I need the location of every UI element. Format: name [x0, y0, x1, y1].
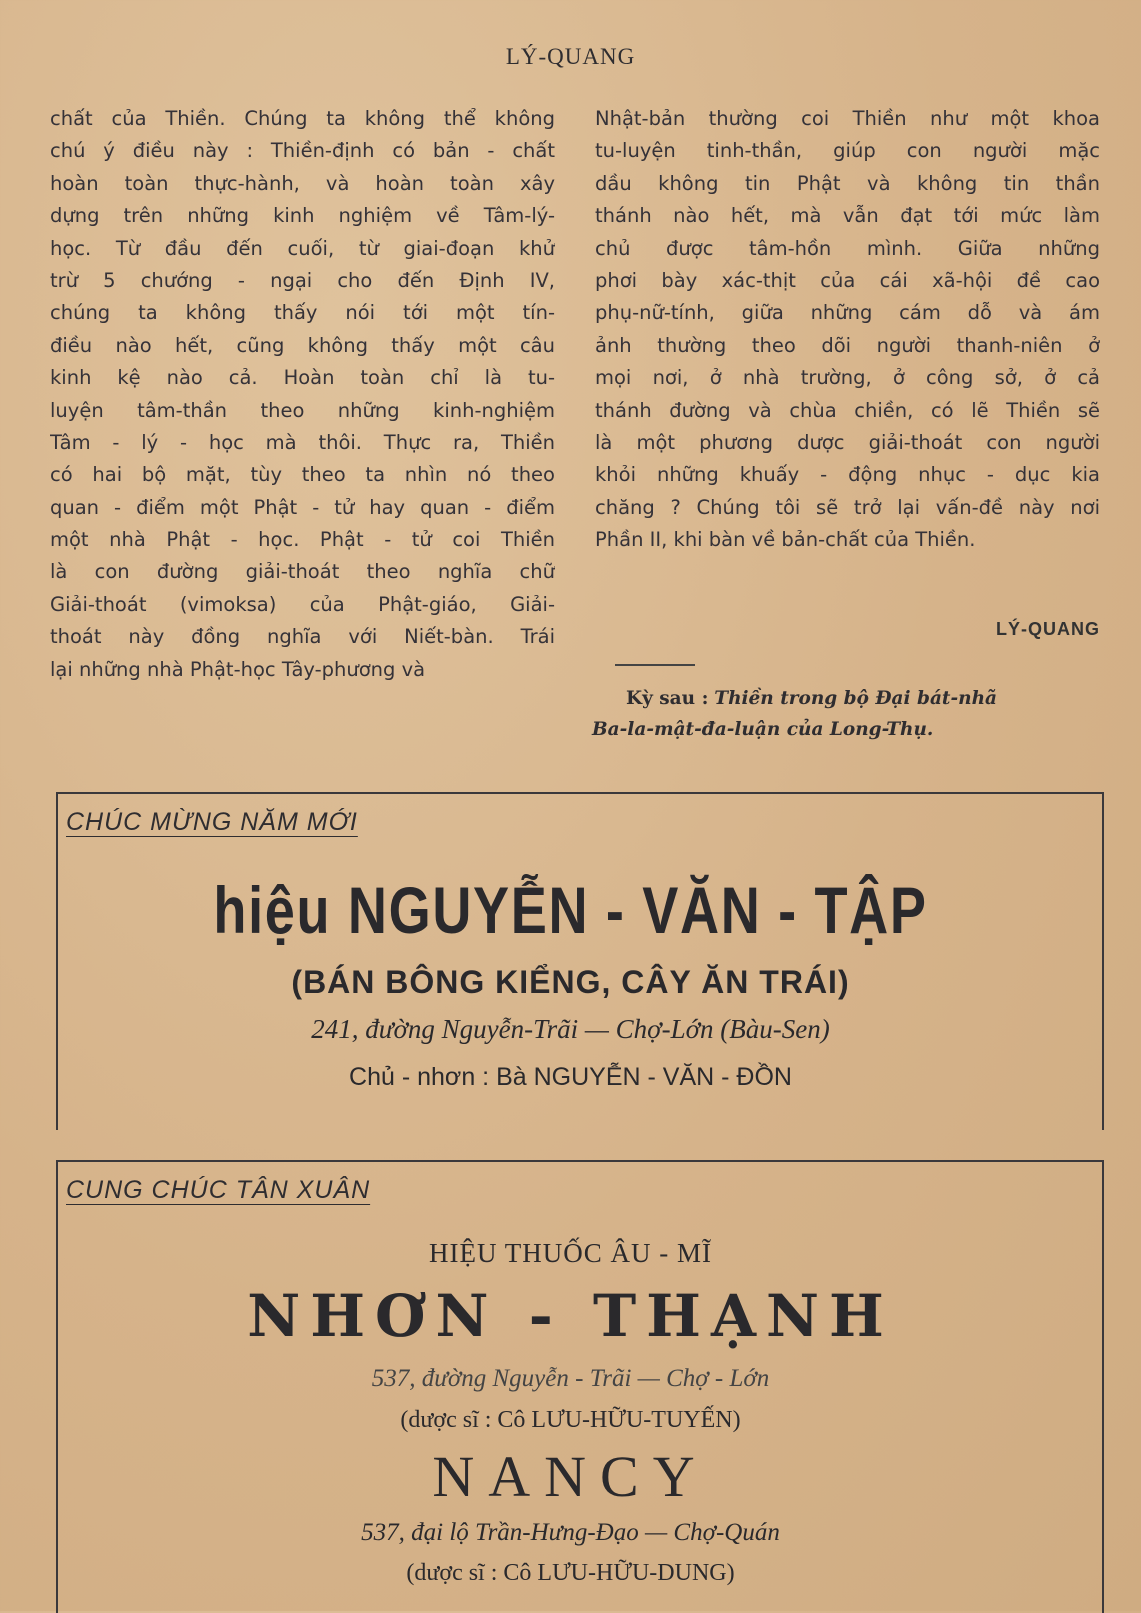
divider-rule — [615, 664, 695, 666]
ad2-shop-name: NHƠN - THẠNH — [247, 1282, 894, 1350]
ad2-greeting: CUNG CHÚC TÂN XUÂN — [66, 1176, 371, 1204]
author-signature: LÝ-QUANG — [996, 619, 1100, 639]
text-line: ảnh thường theo dõi người thanh-niên ở — [595, 333, 1100, 357]
text-line: Tâm - lý - học mà thôi. Thực ra, Thiền — [50, 430, 555, 454]
text-line: chúng ta không thấy nói tới một tín- — [50, 301, 555, 325]
text-line: lại những nhà Phật-học Tây-phương và — [50, 657, 426, 681]
ad2-address: 537, đường Nguyễn - Trãi — Chợ - Lớn — [371, 1365, 770, 1392]
next-issue-label: Kỳ sau : — [626, 688, 709, 709]
text-line: Giải-thoát (vimoksa) của Phật-giáo, Giải- — [50, 592, 555, 616]
running-head: LÝ-QUANG — [505, 44, 636, 69]
text-line: chú ý điều này : Thiền-định có bản - chất — [50, 139, 555, 163]
article-column-right — [595, 103, 1100, 556]
text-line: dầu không tin Phật và không tin thần — [595, 171, 1100, 195]
text-line: điều nào hết, cũng không thấy một câu — [50, 333, 555, 357]
text-line: Phần II, khi bàn về bản-chất của Thiền. — [595, 528, 976, 552]
ad2-shop-label: HIỆU THUỐC ÂU - MĨ — [429, 1238, 712, 1268]
text-line: dựng trên những kinh nghiệm về Tâm-lý- — [50, 204, 555, 228]
text-line: học. Từ đầu đến cuối, từ giai-đoạn khử — [50, 236, 555, 260]
text-line: luyện tâm-thần theo những kinh-nghiệm — [50, 398, 555, 422]
text-line: quan - điểm một Phật - tử hay quan - điểm — [50, 495, 555, 519]
ad1-tagline: (BÁN BÔNG KIỂNG, CÂY ĂN TRÁI) — [291, 964, 850, 1000]
ad2-address-2: 537, đại lộ Trần-Hưng-Đạo — Chợ-Quán — [361, 1519, 780, 1546]
ad1-owner: Chủ - nhơn : Bà NGUYỄN - VĂN - ĐỒN — [349, 1063, 792, 1091]
text-line: chủ được tâm-hồn mình. Giữa những — [595, 236, 1100, 260]
article-column-left — [50, 103, 555, 686]
ad1-greeting: CHÚC MỪNG NĂM MỚI — [66, 808, 358, 836]
text-line: phơi bày xác-thịt của cái xã-hội đề cao — [595, 268, 1100, 292]
text-line: một nhà Phật - học. Phật - tử coi Thiền — [50, 528, 555, 552]
text-line: hoàn toàn thực-hành, và hoàn toàn xây — [50, 171, 555, 195]
text-line: trừ 5 chướng - ngại cho đến Định IV, — [50, 268, 555, 292]
text-line: thánh đường và chùa chiền, có lẽ Thiền sẽ — [595, 398, 1100, 422]
next-issue-title-line2: Ba-la-mật-đa-luận của Long-Thụ. — [592, 719, 934, 740]
text-line: Nhật-bản thường coi Thiền như một khoa — [595, 107, 1100, 130]
ad2-shop-name-2: NANCY — [432, 1444, 709, 1509]
next-issue-notice — [592, 683, 1102, 745]
text-line: có hai bộ mặt, tùy theo ta nhìn nó theo — [50, 463, 555, 487]
text-line: chăng ? Chúng tôi sẽ trở lại vấn-đề này nơi — [595, 495, 1100, 519]
text-line: mọi nơi, ở nhà trường, ở công sở, ở cả — [595, 366, 1100, 390]
text-line: là một phương dược giải-thoát con người — [595, 430, 1100, 454]
ad2-pharmacist-2: (dược sĩ : Cô LƯU-HỮU-DUNG) — [406, 1560, 735, 1586]
ad1-shop-name: hiệu NGUYỄN - VĂN - TẬP — [213, 873, 928, 947]
text-line: là con đường giải-thoát theo nghĩa chữ — [50, 560, 555, 584]
next-issue-title-line1: Thiền trong bộ Đại bát-nhã — [714, 688, 998, 709]
text-line: chất của Thiền. Chúng ta không thể không — [50, 107, 555, 130]
text-line: thánh nào hết, mà vẫn đạt tới mức làm — [595, 204, 1100, 228]
ad2-pharmacist: (dược sĩ : Cô LƯU-HỮU-TUYẾN) — [400, 1407, 741, 1433]
text-line: thoát này đồng nghĩa với Niết-bàn. Trái — [50, 625, 555, 649]
ad1-address: 241, đường Nguyễn-Trãi — Chợ-Lớn (Bàu-Sen) — [311, 1014, 830, 1044]
text-line: tu-luyện tinh-thần, giúp con người mặc — [595, 139, 1100, 163]
text-line: phụ-nữ-tính, giữa những cám dỗ và ám — [595, 301, 1100, 325]
text-line: kinh kệ nào cả. Hoàn toàn chỉ là tu- — [50, 366, 555, 390]
text-line: khỏi những khuấy - động nhục - dục kia — [595, 463, 1100, 487]
